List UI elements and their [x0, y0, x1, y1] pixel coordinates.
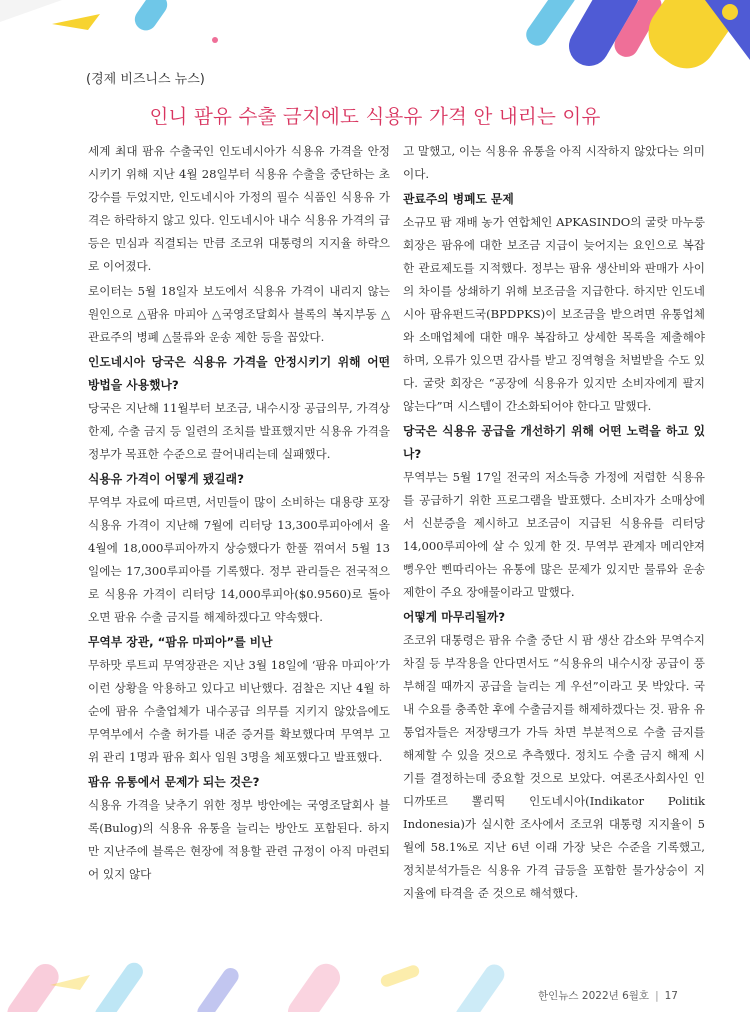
deco-shape	[282, 958, 345, 1012]
article-column-right	[403, 140, 705, 907]
deco-shape	[0, 0, 62, 22]
footer-separator: |	[655, 990, 659, 1002]
paragraph: 고 말했고, 이는 식용유 유통을 아직 시작하지 않았다는 의미이다.	[403, 144, 705, 181]
deco-shape	[194, 965, 242, 1012]
paragraph: 소규모 팜 재배 농가 연합체인 APKASINDO의 굴랏 마누룽 회장은 팜유에 대한 보조금 지급이 늦어지는 요인으로 복잡한 관료제도를 지적했다. 정부는 팜유 생산비와 판매가 사이의 차이를 상쇄하기 위해 보조금을 지급한다. 하지만 인도네시아 팜유펀드국(BPDPKS)이 보조금을 받으려면 유통업체와 소매업체에 대한 매우 복잡하고 상세한 목록을 제출해야 하며, 오류가 있으면 감사를 받고 징역형을 처벌받을 수도 있다. 굴랏 회장은 “공장에 식용유가 있지만 소비자에게 팔지 않는다”며 시스템이 간소화되어야 한다고 말했다.	[403, 215, 705, 413]
publication-name: 한인뉴스 2022년 6월호	[538, 990, 650, 1002]
deco-shape	[212, 37, 218, 43]
paragraph: 무역부 자료에 따르면, 서민들이 많이 소비하는 대용량 포장 식용유 가격이 지난해 7월에 리터당 13,300루피아에서 올 4월에 18,000루피아까지 상승했다가 한풀 꺾여서 5월 13일에는 17,300루피아를 기록했다. 정부 관리들은 전국적으로 식용유 가격이 리터당 14,000루피아($0.9560)로 돌아오면 팜유 수출 금지를 해제하겠다고 약속했다.	[88, 495, 390, 624]
page-footer	[538, 988, 678, 1003]
deco-shape	[705, 0, 750, 60]
paragraph: 조코위 대통령은 팜유 수출 중단 시 팜 생산 감소와 무역수지 차질 등 부작용을 안다면서도 “식용유의 내수시장 공급이 풍부해질 때까지 공급을 늘리는 게 우선”이라고 못 박았다. 국내 수요를 충족한 후에 수출금지를 해제하겠다는 것. 팜유 유통업자들은 저장탱크가 가득 차면 부분적으로 수출 금지를 해제할 수 있을 것으로 추측했다. 정치도 수출 금지 해제 시기를 결정하는데 중요할 것으로 보았다. 여론조사회사인 인디까또르 뽈리띡 인도네시아(Indikator Politik Indonesia)가 실시한 조사에서 조코위 대통령 지지율이 5월에 58.1%로 지난 6년 이래 가장 낮은 수준을 기록했고, 정치분석가들은 식용유 가격 급등을 포함한 물가상승이 지지율에 타격을 준 것으로 해석했다.	[403, 633, 705, 900]
paragraph: 세계 최대 팜유 수출국인 인도네시아가 식용유 가격을 안정시키기 위해 지난 4월 28일부터 식용유 수출을 중단하는 초강수를 두었지만, 인도네시아 가정의 필수 식품인 식용유 가격은 하락하지 않고 있다. 인도네시아 내수 식용유 가격의 급등은 민심과 직결되는 만큼 조코위 대통령의 지지율 하락으로 이어졌다.	[88, 144, 390, 273]
subheading: 어떻게 마무리될까?	[403, 610, 506, 624]
deco-shape	[452, 961, 509, 1012]
subheading: 관료주의 병폐도 문제	[403, 192, 514, 206]
paragraph: 무역부는 5월 17일 전국의 저소득층 가정에 저렴한 식용유를 공급하기 위한 프로그램을 발표했다. 소비자가 소매상에서 신분증을 제시하고 보조금이 지급된 식용유를 리터당 14,000루피아에 살 수 있게 한 것. 무역부 관계자 메리얀져 뻥우안 삔따리아는 유통에 많은 문제가 있지만 물류와 운송 제한이 주요 장애물이라고 말했다.	[403, 470, 705, 599]
deco-shape	[131, 0, 172, 35]
article-headline: 인니 팜유 수출 금지에도 식용유 가격 안 내리는 이유	[149, 105, 601, 128]
subheading: 인도네시아 당국은 식용유 가격을 안정시키기 위해 어떤 방법을 사용했나?	[88, 355, 390, 392]
subheading: 식용유 가격이 어떻게 됐길래?	[88, 472, 244, 486]
deco-shape	[562, 0, 647, 73]
deco-shape	[2, 959, 63, 1012]
deco-shape	[722, 4, 738, 20]
deco-shape	[52, 14, 100, 30]
deco-shape	[522, 0, 580, 50]
page-number: 17	[664, 990, 678, 1002]
paragraph: 로이터는 5월 18일자 보도에서 식용유 가격이 내리지 않는 원인으로 △팜유 마피아 △국영조달회사 블록의 복지부동 △관료주의 병폐 △물류와 운송 제한 등을 꼽았다.	[88, 284, 390, 344]
paragraph: 무하맛 루트피 무역장관은 지난 3월 18일에 ‘팜유 마피아’가 이런 상황을 악용하고 있다고 비난했다. 검찰은 지난 4월 하순에 팜유 수출업체가 내수공급 의무를 지키지 않았음에도 무역부에서 수출 허가를 내준 증거를 확보했다며 무역부 고위 관리 1명과 팜유 회사 임원 3명을 체포했다고 발표했다.	[88, 658, 390, 764]
section-label: (경제 비즈니스 뉴스)	[86, 72, 205, 87]
paragraph: 식용유 가격을 낮추기 위한 정부 방안에는 국영조달회사 블록(Bulog)의 식용유 유통을 늘리는 방안도 포함된다. 하지만 지난주에 블록은 현장에 적용할 관련 규정이 아직 마련되어 있지 않다	[88, 798, 390, 881]
subheading: 당국은 식용유 공급을 개선하기 위해 어떤 노력을 하고 있나?	[403, 424, 705, 461]
article-column-left	[88, 140, 390, 888]
deco-shape	[637, 0, 750, 80]
paragraph: 당국은 지난해 11월부터 보조금, 내수시장 공급의무, 가격상한제, 수출 금지 등 일련의 조치를 발표했지만 식용유 가격을 정부가 목표한 수준으로 끌어내리는데 실패했다.	[88, 401, 390, 461]
deco-shape	[50, 975, 90, 990]
subheading: 팜유 유통에서 문제가 되는 것은?	[88, 775, 260, 789]
deco-shape	[92, 959, 147, 1012]
deco-shape	[610, 0, 666, 61]
subheading: 무역부 장관, “팜유 마피아”를 비난	[88, 635, 273, 649]
deco-shape	[379, 964, 421, 989]
